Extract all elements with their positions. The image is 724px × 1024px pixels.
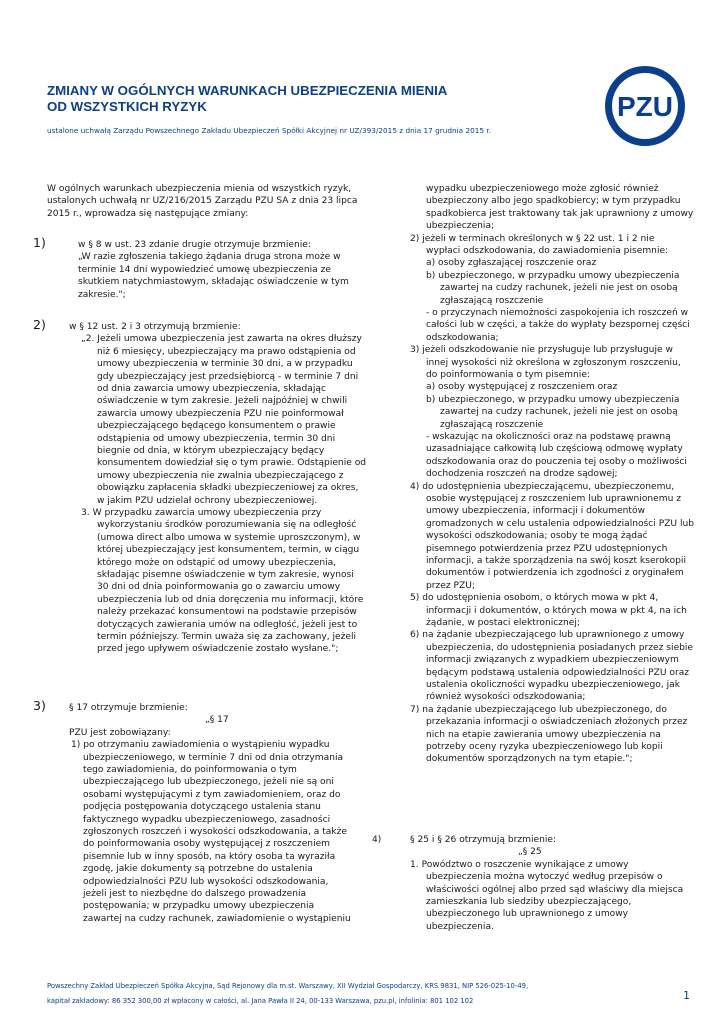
text-line: dokumentów sporządzonych na tym etapie."; (426, 754, 633, 765)
text-line: 7) na żądanie ubezpieczającego lub ubezpieczonego, do (410, 704, 667, 715)
text-line: - o przyczynach niemożności zaspokojenia ich roszczeń w (426, 308, 689, 318)
text-line: ubezpieczenia lub od dnia doręczenia mu informacji, które (97, 594, 364, 605)
text-line: będącym podstawą ustalenia odpowiedzialności PZU oraz (426, 667, 690, 678)
text-line: którego może on odstąpić od umowy ubezpieczenia, (97, 557, 337, 568)
text-line: ubezpieczony albo jego spadkobiercy; w tym przypadku (426, 196, 681, 207)
text-line: nich na etapie zawierania umowy ubezpieczenia na (426, 729, 661, 740)
text-line: niż 6 miesięcy, ubezpieczający ma prawo odstąpienia od (97, 346, 356, 357)
text-line: b) ubezpieczonego, w przypadku umowy ubezpieczenia (426, 270, 680, 281)
text-line: - wskazując na okoliczności oraz na podstawę prawną (426, 432, 671, 442)
text-line: terminie 14 dni wypowiedzieć umowę ubezpieczenia ze (78, 264, 331, 275)
text-line: żądanie, w postaci elektronicznej; (426, 618, 580, 628)
text-line: ustalonych uchwałą nr UZ/216/2015 Zarządu PZU SA z dnia 23 lipca (47, 196, 358, 207)
text-line: zawartej na cudzy rachunek, jeżeli nie jest on osobą (440, 283, 678, 294)
text-line: W ogólnych warunkach ubezpieczenia mienia od wszystkich ryzyk, (47, 184, 352, 194)
page-number: 1 (683, 989, 690, 1002)
text-line: 2) jeżeli w terminach określonych w § 22 ust. 1 i 2 nie (410, 233, 655, 244)
text-line: osobami występującymi z tym zawiadomieniem, oraz do (83, 789, 341, 800)
text-line: odszkodowania oraz do pouczenia tej osoby o możliwości (426, 456, 687, 467)
text-line: faktycznego wypadku ubezpieczeniowego, zasadności (83, 814, 331, 825)
text-line: 2015 r., wprowadza się następujące zmiany: (47, 208, 249, 219)
text-line: informacji, a także sporządzenia na swój koszt kserokopii (426, 556, 686, 566)
text-line: oświadczenie w tym zakresie. Jeżeli najpóźniej w chwili (97, 396, 348, 407)
title-line-1: ZMIANY W OGÓLNYCH WARUNKACH UBEZPIECZENIA MIENIA (47, 83, 448, 98)
text-line: gdy ubezpieczający jest przedsiębiorcą - w terminie 7 dni (97, 371, 359, 382)
text-line: (umowa direct albo umowa w systemie uproszczonym), w (97, 532, 361, 543)
text-line: zgłaszającą roszczenie (440, 295, 544, 306)
text-line: ubezpieczającego lub ubezpieczonego, jeżeli nie są oni (83, 777, 334, 788)
text-line: uzasadniające całkowitą lub częściową odmowę wypłaty (426, 444, 683, 455)
footer (47, 979, 528, 1009)
text-line: w jakim PZU udzielał ochrony ubezpieczeniowej. (97, 495, 318, 506)
text-line: § 17 otrzymuje brzmienie: (69, 703, 188, 713)
text-line: zawartej na cudzy rachunek, jeżeli nie jest on osobą (440, 407, 678, 418)
text-line: ubezpieczeniowego, w terminie 7 dni od dnia otrzymania (83, 752, 344, 763)
text-line: umowy ubezpieczenia nie zwalnia ubezpieczającego z (97, 470, 344, 481)
text-line: należy przekazać konsumentowi na podstawie przepisów (97, 607, 357, 618)
text-line: dokumentów i potwierdzenia ich zgodności z oryginałem (426, 568, 684, 579)
text-line: „W razie zgłoszenia takiego żądania druga strona może w (78, 252, 341, 263)
text-line: której ubezpieczający jest konsumentem, termin, w ciągu (97, 545, 360, 556)
text-line: zawarcia umowy ubezpieczenia PZU nie poinformował (97, 408, 344, 419)
text-line: zgłaszającą roszczenie (440, 419, 544, 430)
text-line: do poinformowania o tym pisemnie: (426, 370, 590, 380)
text-line: właściwości ogólnej albo przed sąd właściwy dla miejsca (426, 884, 684, 895)
text-line: spadkobierca jest traktowany tak jak uprawniony z umowy (426, 208, 694, 219)
text-line: zgodę, jakie dokumenty są potrzebne do ustalenia (83, 864, 313, 875)
text-line: odszkodowania; (426, 332, 499, 343)
text-line: w § 8 w ust. 23 zdanie drugie otrzymuje brzmienie: (78, 240, 311, 250)
text-line: PZU jest zobowiązany: (69, 727, 171, 738)
text-line: „§ 25 (518, 847, 542, 858)
text-line: termin późniejszy. Termin uważa się za zachowany, jeżeli (97, 632, 357, 642)
text-line: 1) po otrzymaniu zawiadomienia o wystąpieniu wypadku (71, 740, 330, 751)
text-line: odpowiedzialności PZU lub wysokości odszkodowania, (83, 876, 329, 887)
document-title (47, 83, 567, 115)
text-line: dotyczących zawierania umów na odległość, jeżeli jest to (97, 619, 358, 630)
text-line: b) ubezpieczonego, w przypadku umowy ubezpieczenia (426, 394, 680, 405)
text-line: składając pisemne oświadczenie w tym zakresie, wynosi (97, 570, 354, 580)
text-line: zakresie."; (78, 289, 126, 300)
text-line: konsumentem dowiedział się o tym prawie. Odstąpienie od (97, 458, 367, 469)
text-line: tego zawiadomienia, do poinformowania o tym (83, 765, 297, 775)
title-line-2: OD WSZYSTKICH RYZYK (47, 99, 207, 114)
text-line: ubezpieczenia można wytoczyć według przepisów o (426, 872, 663, 883)
text-line: podjęcia postępowania dotyczącego ustalenia stanu (83, 802, 321, 813)
text-line: ubezpieczającego będącego konsumentem o prawie (97, 421, 336, 432)
section-number: 1) (33, 235, 46, 250)
document-subtitle: ustalone uchwałą Zarządu Powszechnego Zakładu Ubezpieczeń Spółki Akcyjnej nr UZ/393/2015 z dnia 17 grudnia 2015 r. (47, 126, 491, 135)
text-line: ubezpieczenia; (426, 221, 495, 232)
text-line: potrzeby oceny ryzyka ubezpieczeniowego lub kopii (426, 742, 663, 752)
text-line: wysokości odszkodowania; osoby te mogą żądać (426, 531, 648, 542)
text-line: „2. Jeżeli umowa ubezpieczenia jest zawarta na okres dłuższy (81, 334, 362, 345)
text-line: informacji i dokumentów, o których mowa w pkt 4, na ich (426, 605, 687, 616)
footer-line-2: kapitał zakładowy: 86 352 300,00 zł wpłacony w całości, al. Jana Pawła II 24, 00-133 Warszawa, pzu.pl, infolinia: 801 102 102 (47, 997, 474, 1005)
text-line: wykorzystaniu środków porozumiewania się na odległość (97, 520, 357, 531)
text-line: wypadku ubezpieczeniowego może zgłosić również (426, 184, 659, 194)
text-line: zawartej na cudzy rachunek, zawiadomienie o wystąpieniu (83, 913, 351, 924)
text-line: umowy ubezpieczenia, informacji i dokumentów (426, 506, 646, 517)
text-line: innej wysokości niż określona w zgłoszonym roszczeniu, (426, 357, 681, 368)
section-number: 3) (33, 698, 46, 713)
footer-line-1: Powszechny Zakład Ubezpieczeń Spółka Akcyjna, Sąd Rejonowy dla m.st. Warszawy, XII Wydział Gospodarczy, KRS 9831, NIP 526-025-10-49, (47, 982, 529, 990)
text-line: dochodzenia roszczeń na drodze sądowej; (426, 469, 618, 480)
text-line: do poinformowania osoby występującej z roszczeniem (83, 839, 331, 850)
text-line: obowiązku zapłacenia składki ubezpieczeniowej za okres, (97, 483, 359, 494)
text-line: postępowania; w przypadku umowy ubezpieczenia (83, 901, 315, 912)
text-line: zamieszkania lub siedziby ubezpieczającego, (426, 897, 632, 907)
text-line: również wysokości odszkodowania; (426, 692, 586, 703)
text-line: a) osoby występującej z roszczeniem oraz (426, 382, 618, 393)
text-line: od dnia zawarcia umowy ubezpieczenia, składając (97, 384, 326, 394)
text-line: 3. W przypadku zawarcia umowy ubezpieczenia przy (81, 508, 322, 518)
pzu-logo (604, 65, 686, 147)
text-line: 4) (372, 835, 382, 845)
text-line: 5) do udostępnienia osobom, o których mowa w pkt 4, (410, 593, 659, 604)
text-line: całości lub w części, a także do wypłaty bezspornej części (426, 320, 690, 331)
text-line: w § 12 ust. 2 i 3 otrzymują brzmienie: (69, 322, 241, 332)
text-line: 1. Powództwo o roszczenie wynikające z umowy (410, 859, 629, 870)
logo-text: PZU (617, 91, 673, 122)
text-line: osobie występującej z roszczeniem lub uprawnionemu z (426, 494, 682, 504)
text-line: umowy ubezpieczenia w terminie 30 dni, a w przypadku (97, 359, 353, 370)
text-line: ubezpieczenia. (426, 921, 494, 932)
text-line: a) osoby zgłaszającej roszczenie oraz (426, 258, 597, 269)
text-line: wypłaci odszkodowania, do zawiadomienia pisemnie: (426, 246, 669, 256)
text-line: odstąpienia od umowy ubezpieczenia, termin 30 dni (97, 433, 336, 444)
text-line: zgłoszonych roszczeń i wysokości odszkodowania, a także (83, 827, 347, 837)
text-line: przed jego upływem oświadczenie zostało wysłane."; (97, 644, 339, 655)
text-line: pisemnego potwierdzenia przez PZU udostępnionych (426, 543, 668, 554)
text-line: przez PZU; (426, 580, 475, 591)
section-number: 2) (33, 317, 46, 332)
text-line: przekazania informacji o oświadczeniach złożonych przez (426, 717, 688, 728)
text-line: ustalenia okoliczności wypadku ubezpieczeniowego, jak (426, 680, 681, 690)
text-line: ubezpieczonego lub uprawnionego z umowy (426, 909, 629, 920)
text-line: skutkiem natychmiastowym, składając oświadczenie w tym (78, 277, 349, 288)
text-line: 4) do udostępnienia ubezpieczającemu, ubezpieczonemu, (410, 481, 675, 492)
text-line: gromadzonych w celu ustalenia odpowiedzialności PZU lub (426, 518, 695, 529)
text-line: informacji związanych z wypadkiem ubezpieczeniowym (426, 655, 679, 666)
text-line: jeżeli jest to niezbędne do dalszego prowadzenia (83, 889, 307, 899)
text-line: § 25 i § 26 otrzymują brzmienie: (410, 835, 557, 845)
text-line: 3) jeżeli odszkodowanie nie przysługuje lub przysługuje w (410, 345, 673, 356)
text-line: „§ 17 (205, 715, 229, 726)
text-line: 30 dni od dnia poinformowania go o zawarciu umowy (97, 582, 341, 593)
text-line: pisemnie lub w inny sposób, na który osoba ta wyraziła (83, 851, 336, 862)
text-line: 6) na żądanie ubezpieczającego lub uprawnionego z umowy (410, 630, 685, 641)
text-line: biegnie od dnia, w którym ubezpieczający będący (97, 446, 325, 456)
text-line: ubezpieczenia, do udostępnienia posiadanych przez siebie (426, 642, 694, 653)
